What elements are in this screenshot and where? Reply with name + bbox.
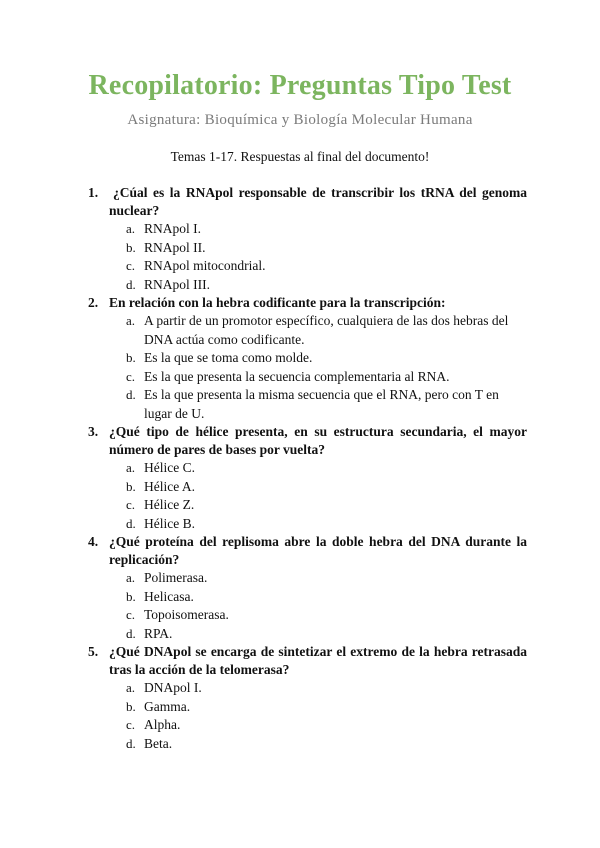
- option-letter: a.: [126, 570, 136, 585]
- option-text: RNApol I.: [144, 221, 201, 236]
- question-number: 3.: [88, 424, 99, 439]
- option-text: Es la que presenta la misma secuencia que el RNA, pero con T en lugar de U.: [144, 387, 499, 421]
- option-list: [0, 569, 600, 643]
- option-b: [0, 349, 600, 368]
- question-text: En relación con la hebra codificante para la transcripción:: [109, 295, 446, 310]
- option-c: [0, 496, 600, 515]
- question-3: [0, 423, 600, 533]
- option-text: Alpha.: [144, 717, 181, 732]
- document-subtitle: Asignatura: Bioquímica y Biología Molecular Humana: [127, 112, 473, 128]
- option-letter: c.: [126, 368, 136, 384]
- option-text: RNApol II.: [144, 239, 206, 255]
- option-list: [0, 220, 600, 294]
- question-2: [0, 294, 600, 423]
- option-text: Topoisomerasa.: [144, 607, 229, 622]
- option-letter: d.: [126, 387, 136, 402]
- option-letter: c.: [126, 497, 136, 512]
- option-letter: b.: [126, 478, 136, 494]
- option-text: Gamma.: [144, 698, 191, 714]
- question-text: ¿Qué tipo de hélice presenta, en su estructura secundaria, el mayor número de pares de bases por vuelta?: [109, 424, 527, 457]
- document-title: Recopilatorio: Preguntas Tipo Test: [88, 70, 512, 101]
- option-letter: d.: [126, 276, 136, 292]
- option-text: RNApol mitocondrial.: [144, 258, 266, 273]
- option-list: [0, 679, 600, 753]
- question-4: [0, 533, 600, 643]
- question-number: 4.: [88, 534, 99, 549]
- option-text: Polimerasa.: [144, 570, 208, 585]
- option-letter: c.: [126, 717, 136, 732]
- option-letter: b.: [126, 698, 136, 714]
- option-letter: a.: [126, 313, 136, 328]
- option-text: RNApol III.: [144, 276, 210, 292]
- document-note: Temas 1-17. Respuestas al final del documento!: [170, 149, 430, 164]
- option-letter: b.: [126, 239, 136, 255]
- question-1: [0, 184, 600, 294]
- option-text: Es la que presenta la secuencia complementaria al RNA.: [144, 368, 450, 384]
- option-a: [0, 569, 600, 588]
- option-letter: d.: [126, 515, 136, 531]
- question-text: ¿Cúal es la RNApol responsable de transcribir los tRNA del genoma nuclear?: [109, 185, 527, 218]
- option-text: A partir de un promotor específico, cualquiera de las dos hebras del DNA actúa como codificante.: [144, 313, 509, 347]
- question-number: 2.: [88, 295, 99, 310]
- question-list: [0, 184, 600, 753]
- option-a: [0, 312, 600, 349]
- option-b: [0, 588, 600, 607]
- option-text: Es la que se toma como molde.: [144, 350, 313, 365]
- option-c: [0, 606, 600, 625]
- question-number: 5.: [88, 644, 99, 659]
- option-b: [0, 478, 600, 497]
- option-letter: c.: [126, 258, 136, 273]
- option-text: Hélice A.: [144, 478, 195, 494]
- option-text: Hélice B.: [144, 515, 195, 531]
- option-letter: d.: [126, 625, 136, 641]
- option-letter: d.: [126, 735, 136, 751]
- option-list: [0, 459, 600, 533]
- option-d: [0, 386, 600, 423]
- option-letter: a.: [126, 460, 136, 475]
- option-a: [0, 220, 600, 239]
- option-d: [0, 735, 600, 754]
- option-letter: b.: [126, 588, 136, 604]
- option-b: [0, 698, 600, 717]
- option-c: [0, 257, 600, 276]
- option-text: Helicasa.: [144, 588, 194, 604]
- option-list: [0, 312, 600, 423]
- question-5: [0, 643, 600, 753]
- question-number: 1.: [88, 185, 99, 200]
- option-d: [0, 515, 600, 534]
- option-letter: a.: [126, 680, 136, 695]
- question-text: ¿Qué proteína del replisoma abre la doble hebra del DNA durante la replicación?: [109, 534, 527, 567]
- option-a: [0, 679, 600, 698]
- option-c: [0, 368, 600, 387]
- option-letter: b.: [126, 350, 136, 365]
- option-letter: a.: [126, 221, 136, 236]
- option-text: Hélice C.: [144, 460, 195, 475]
- option-c: [0, 716, 600, 735]
- question-text: ¿Qué DNApol se encarga de sintetizar el extremo de la hebra retrasada tras la acción de la telomerasa?: [109, 644, 527, 677]
- option-text: Beta.: [144, 735, 173, 751]
- option-b: [0, 239, 600, 258]
- option-a: [0, 459, 600, 478]
- option-d: [0, 276, 600, 295]
- option-text: Hélice Z.: [144, 497, 195, 512]
- option-d: [0, 625, 600, 644]
- option-letter: c.: [126, 607, 136, 622]
- option-text: DNApol I.: [144, 680, 202, 695]
- option-text: RPA.: [144, 625, 173, 641]
